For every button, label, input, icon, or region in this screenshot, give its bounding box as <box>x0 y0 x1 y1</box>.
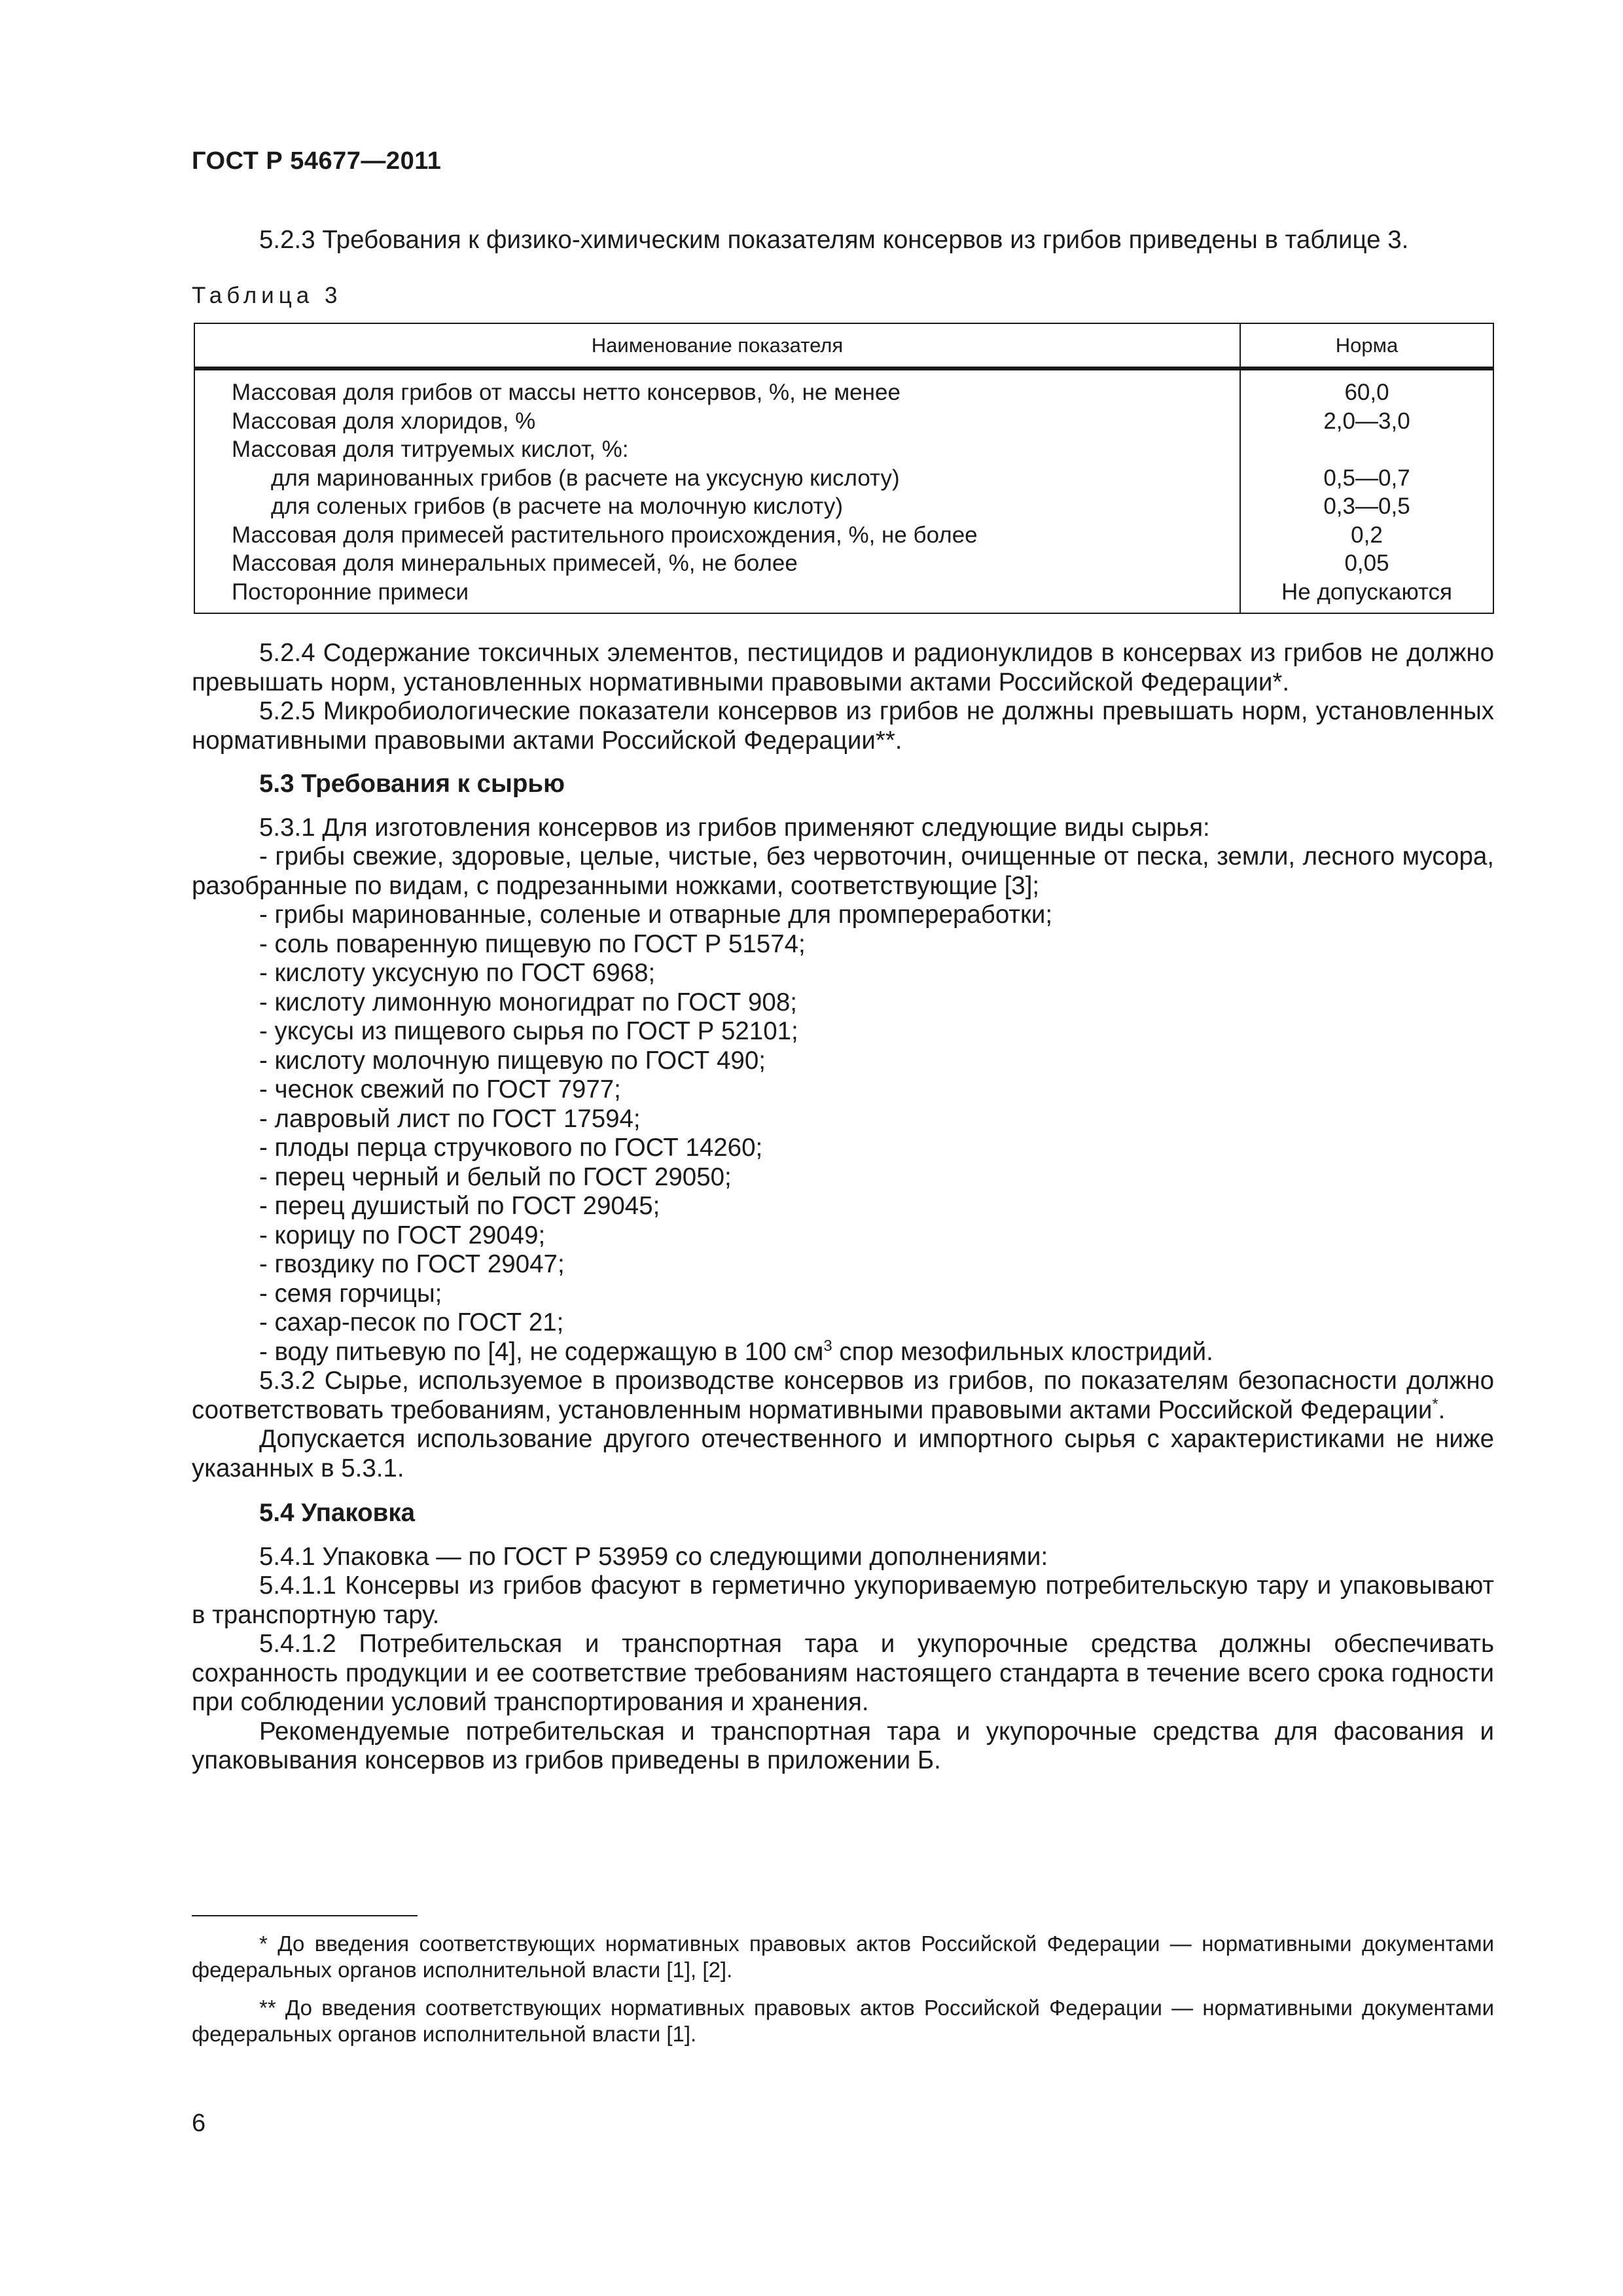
heading-5-4: 5.4 Упаковка <box>259 1499 415 1527</box>
paragraph-5-2-4: 5.2.4 Содержание токсичных элементов, пестицидов и радионуклидов в консервах из грибов не должно превышать норм, установленных нормативными правовыми актами Российской Федерации*. <box>192 639 1494 696</box>
list-item: - лавровый лист по ГОСТ 17594; <box>259 1104 641 1133</box>
table-3 <box>194 323 1494 614</box>
document-header: ГОСТ Р 54677—2011 <box>192 147 442 175</box>
footnote: * До введения соответствующих нормативных правовых актов Российской Федерации — нормативными документами федеральных органов исполнительной власти [1], [2]. <box>192 1931 1494 1982</box>
paragraph-5-3-2 <box>192 1367 1494 1425</box>
table-cell-name: Массовая доля грибов от массы нетто консервов, %, не менее <box>194 368 1240 407</box>
water-text: - воду питьевую по [4], не содержащую в 100 см <box>259 1337 824 1366</box>
table-caption: Таблица 3 <box>192 283 342 308</box>
paragraph-5-4-1: 5.4.1 Упаковка — по ГОСТ Р 53959 со следующими дополнениями: <box>259 1542 1048 1571</box>
list-item: - кислоту молочную пищевую по ГОСТ 490; <box>259 1046 766 1075</box>
footnote-mark: * <box>1432 1395 1438 1413</box>
paragraph-5-4-1-2: 5.4.1.2 Потребительская и транспортная тара и укупорочные средства должны обеспечивать сохранность продукции и ее соответствие требованиям настоящего стандарта в течение всего срока годности при соблюдении условий транспортирования и хранения. <box>192 1630 1494 1716</box>
list-item: - грибы маринованные, соленые и отварные для промпереработки; <box>259 901 1053 929</box>
heading-5-3: 5.3 Требования к сырью <box>259 770 565 798</box>
table-cell-name: Массовая доля хлоридов, % <box>194 407 1240 436</box>
table-cell-value: 2,0—3,0 <box>1240 407 1493 436</box>
list-item: - плоды перца стручкового по ГОСТ 14260; <box>259 1134 763 1162</box>
list-item: - кислоту лимонную моногидрат по ГОСТ 908; <box>259 988 797 1016</box>
list-item: - кислоту уксусную по ГОСТ 6968; <box>259 959 656 987</box>
main-text <box>192 639 1494 1776</box>
paragraph-5-2-3: 5.2.3 Требования к физико-химическим показателям консервов из грибов приведены в таблице 3. <box>259 226 1409 254</box>
table-cell-name: для соленых грибов (в расчете на молочную кислоту) <box>194 492 1240 521</box>
paragraph-5-4-1-1: 5.4.1.1 Консервы из грибов фасуют в герметично укупориваемую потребительскую тару и упаковывают в транспортную тару. <box>192 1571 1494 1629</box>
table-row <box>194 492 1493 521</box>
table-cell-name: Массовая доля примесей растительного происхождения, %, не более <box>194 521 1240 550</box>
table-row <box>194 464 1493 493</box>
list-item: - корицу по ГОСТ 29049; <box>259 1221 546 1249</box>
superscript: 3 <box>823 1336 832 1355</box>
table-header-norm: Норма <box>1240 323 1493 368</box>
table-row <box>194 549 1493 578</box>
list-item: - перец черный и белый по ГОСТ 29050; <box>259 1162 732 1191</box>
table-row <box>194 578 1493 614</box>
table-cell-name: Массовая доля титруемых кислот, %: <box>194 435 1240 464</box>
table-cell-name: для маринованных грибов (в расчете на уксусную кислоту) <box>194 464 1240 493</box>
list-item: - перец душистый по ГОСТ 29045; <box>259 1192 660 1220</box>
table-row <box>194 407 1493 436</box>
list-item-water <box>192 1338 1494 1367</box>
paragraph-5-3-1: 5.3.1 Для изготовления консервов из грибов применяют следующие виды сырья: <box>259 813 1210 842</box>
page-number: 6 <box>192 2109 206 2137</box>
water-text-end: спор мезофильных клостридий. <box>832 1337 1213 1366</box>
table-cell-value <box>1240 435 1493 464</box>
table-cell-value: 0,3—0,5 <box>1240 492 1493 521</box>
footnote: ** До введения соответствующих нормативных правовых актов Российской Федерации — нормативными документами федеральных органов исполнительной власти [1]. <box>192 1996 1494 2046</box>
paragraph-recommend: Рекомендуемые потребительская и транспортная тара и укупорочные средства для фасования и упаковывания консервов из грибов приведены в приложении Б. <box>192 1717 1494 1774</box>
table-cell-name: Массовая доля минеральных примесей, %, не более <box>194 549 1240 578</box>
table-cell-value: 0,5—0,7 <box>1240 464 1493 493</box>
table-cell-value: 0,2 <box>1240 521 1493 550</box>
table-row <box>194 368 1493 407</box>
list-item: - семя горчицы; <box>259 1279 442 1308</box>
table-row <box>194 521 1493 550</box>
paragraph-5-3-2-end: . <box>1438 1395 1446 1424</box>
list-item: - сахар-песок по ГОСТ 21; <box>259 1308 564 1336</box>
paragraph-5-3-2-text: 5.3.2 Сырье, используемое в производстве консервов из грибов, по показателям безопасности должно соответствовать требованиям, установленным нормативными правовыми актами Российской Федерации <box>192 1367 1494 1424</box>
footnotes <box>192 1931 1494 2059</box>
table-cell-value: 60,0 <box>1240 368 1493 407</box>
paragraph-5-2-5: 5.2.5 Микробиологические показатели консервов из грибов не должны превышать норм, установленных нормативными правовыми актами Российской Федерации**. <box>192 697 1494 755</box>
table-header-name: Наименование показателя <box>194 323 1240 368</box>
footnote-divider <box>192 1915 418 1916</box>
list-item: - чеснок свежий по ГОСТ 7977; <box>259 1075 621 1103</box>
table-row <box>194 435 1493 464</box>
table-cell-value: Не допускаются <box>1240 578 1493 614</box>
list-item: - грибы свежие, здоровые, целые, чистые, без червоточин, очищенные от песка, земли, лесного мусора, разобранные по видам, с подрезанными ножками, соответствующие [3]; <box>192 842 1494 900</box>
table-cell-name: Посторонние примеси <box>194 578 1240 614</box>
table-cell-value: 0,05 <box>1240 549 1493 578</box>
list-item: - гвоздику по ГОСТ 29047; <box>259 1250 565 1278</box>
list-item: - уксусы из пищевого сырья по ГОСТ Р 52101; <box>259 1017 798 1045</box>
section-5-2-3 <box>192 226 1494 255</box>
list-item: - соль поваренную пищевую по ГОСТ Р 51574; <box>259 929 806 958</box>
paragraph-allow: Допускается использование другого отечественного и импортного сырья с характеристиками не ниже указанных в 5.3.1. <box>192 1425 1494 1482</box>
